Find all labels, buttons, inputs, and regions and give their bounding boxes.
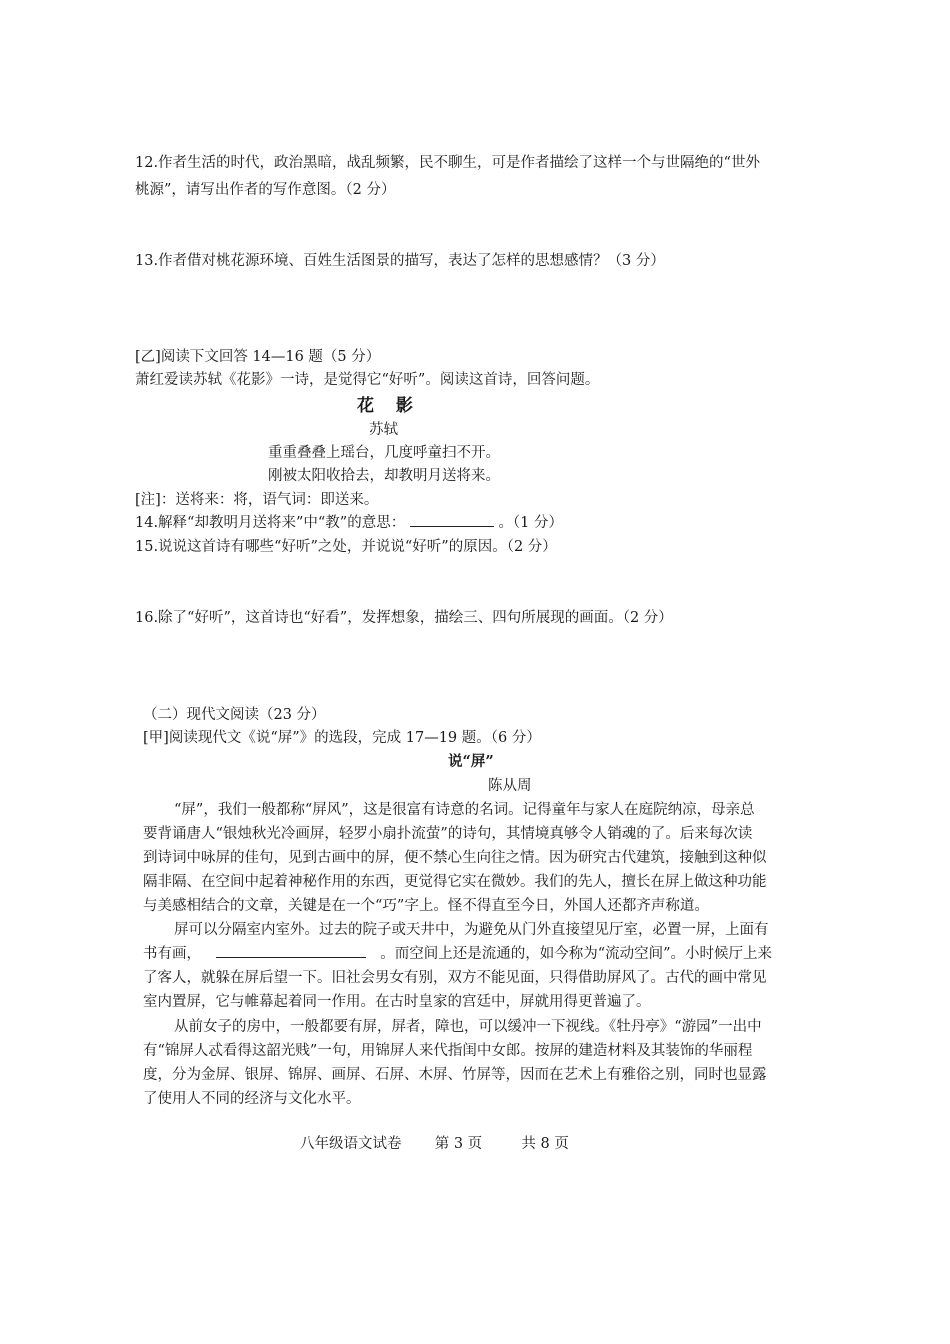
section-yi-header: [乙]阅读下文回答 14—16 题（5 分） <box>135 349 381 365</box>
exam-name: 八年级语文试卷 <box>300 1136 402 1152</box>
question-15: 15.说说这首诗有哪些“好听”之处，并说说“好听”的原因。（2 分） <box>135 539 557 555</box>
essay-author: 陈从周 <box>488 778 532 794</box>
essay-p2-line2-start: 书有画， <box>143 946 201 962</box>
question-12-line1: 12.作者生活的时代，政治黑暗，战乱频繁，民不聊生，可是作者描绘了这样一个与世隔绝的“世外 <box>135 155 760 171</box>
page-total: 共 8 页 <box>521 1136 569 1152</box>
page-current: 第 3 页 <box>434 1136 483 1152</box>
essay-p3-line3: 度，分为金屏、银屏、锦屏、画屏、石屏、木屏、竹屏等，因而在艺术上有雅俗之别，同时也显露 <box>143 1067 767 1083</box>
essay-p1-line4: 隔非隔、在空间中起着神秘作用的东西，更觉得它实在微妙。我们的先人，擅长在屏上做这种功能 <box>143 874 767 890</box>
essay-p3-line4: 了使用人不同的经济与文化水平。 <box>143 1091 361 1107</box>
answer-blank[interactable] <box>216 943 366 958</box>
poem-title: 花 影 <box>357 396 421 416</box>
poem-line-1: 重重叠叠上瑶台，几度呼童扫不开。 <box>268 445 500 461</box>
poem-note: [注]：送将来：将，语气词：即送来。 <box>135 492 379 508</box>
answer-blank[interactable] <box>410 512 494 527</box>
poem-author: 苏轼 <box>369 422 398 438</box>
question-13: 13.作者借对桃花源环境、百姓生活图景的描写，表达了怎样的思想感情？（3 分） <box>135 253 665 269</box>
section-modern-header: （二）现代文阅读（23 分） <box>143 707 326 723</box>
question-14-prompt: 14.解释“却教明月送将来”中“教”的意思： <box>135 515 406 531</box>
question-14 <box>135 512 563 534</box>
essay-p1-line1: “屏”，我们一般都称“屏风”，这是很富有诗意的名词。记得童年与家人在庭院纳凉，母亲总 <box>174 802 755 818</box>
essay-p2-line2-end: 。而空间上还是流通的，如今称为“流动空间”。小时候厅上来 <box>380 946 773 962</box>
essay-p2-line2 <box>143 943 772 965</box>
essay-p3-line1: 从前女子的房中，一般都要有屏，屏者，障也，可以缓冲一下视线。《牡丹亭》“游园”一出中 <box>174 1019 762 1035</box>
essay-p1-line5: 与美感相结合的文章，关键是在一个“巧”字上。怪不得直至今日，外国人还都齐声称道。 <box>143 898 709 914</box>
page-footer <box>300 1133 569 1155</box>
question-14-score: 。（1 分） <box>498 515 564 531</box>
question-16: 16.除了“好听”，这首诗也“好看”，发挥想象，描绘三、四句所展现的画面。（2 分） <box>135 610 673 626</box>
essay-title: 说“屏” <box>448 753 494 770</box>
essay-p1-line2: 要背诵唐人“银烛秋光冷画屏，轻罗小扇扑流萤”的诗句，其情境真够令人销魂的了。后来每次读 <box>143 826 753 842</box>
essay-p3-line2: 有“锦屏人忒看得这韶光贱”一句，用锦屏人来代指闺中女郎。按屏的建造材料及其装饰的华丽程 <box>143 1043 753 1059</box>
essay-p2-line3: 了客人，就躲在屏后望一下。旧社会男女有别，双方不能见面，只得借助屏风了。古代的画中常见 <box>143 970 767 986</box>
poem-line-2: 刚被太阳收拾去，却教明月送将来。 <box>268 468 500 484</box>
essay-p1-line3: 到诗词中咏屏的佳句，见到古画中的屏，便不禁心生向往之情。因为研究古代建筑，接触到这种似 <box>143 850 767 866</box>
section-jia-header: [甲]阅读现代文《说“屏”》的选段，完成 17—19 题。（6 分） <box>143 730 541 746</box>
essay-p2-line1: 屏可以分隔室内室外。过去的院子或天井中，为避免从门外直接望见厅室，必置一屏，上面有 <box>174 922 769 938</box>
essay-p2-line4: 室内置屏，它与帷幕起着同一作用。在古时皇家的宫廷中，屏就用得更普遍了。 <box>143 994 651 1010</box>
section-yi-intro: 萧红爱读苏轼《花影》一诗，是觉得它“好听”。阅读这首诗，回答问题。 <box>135 372 600 388</box>
question-12-line2: 桃源”，请写出作者的写作意图。（2 分） <box>135 182 396 198</box>
